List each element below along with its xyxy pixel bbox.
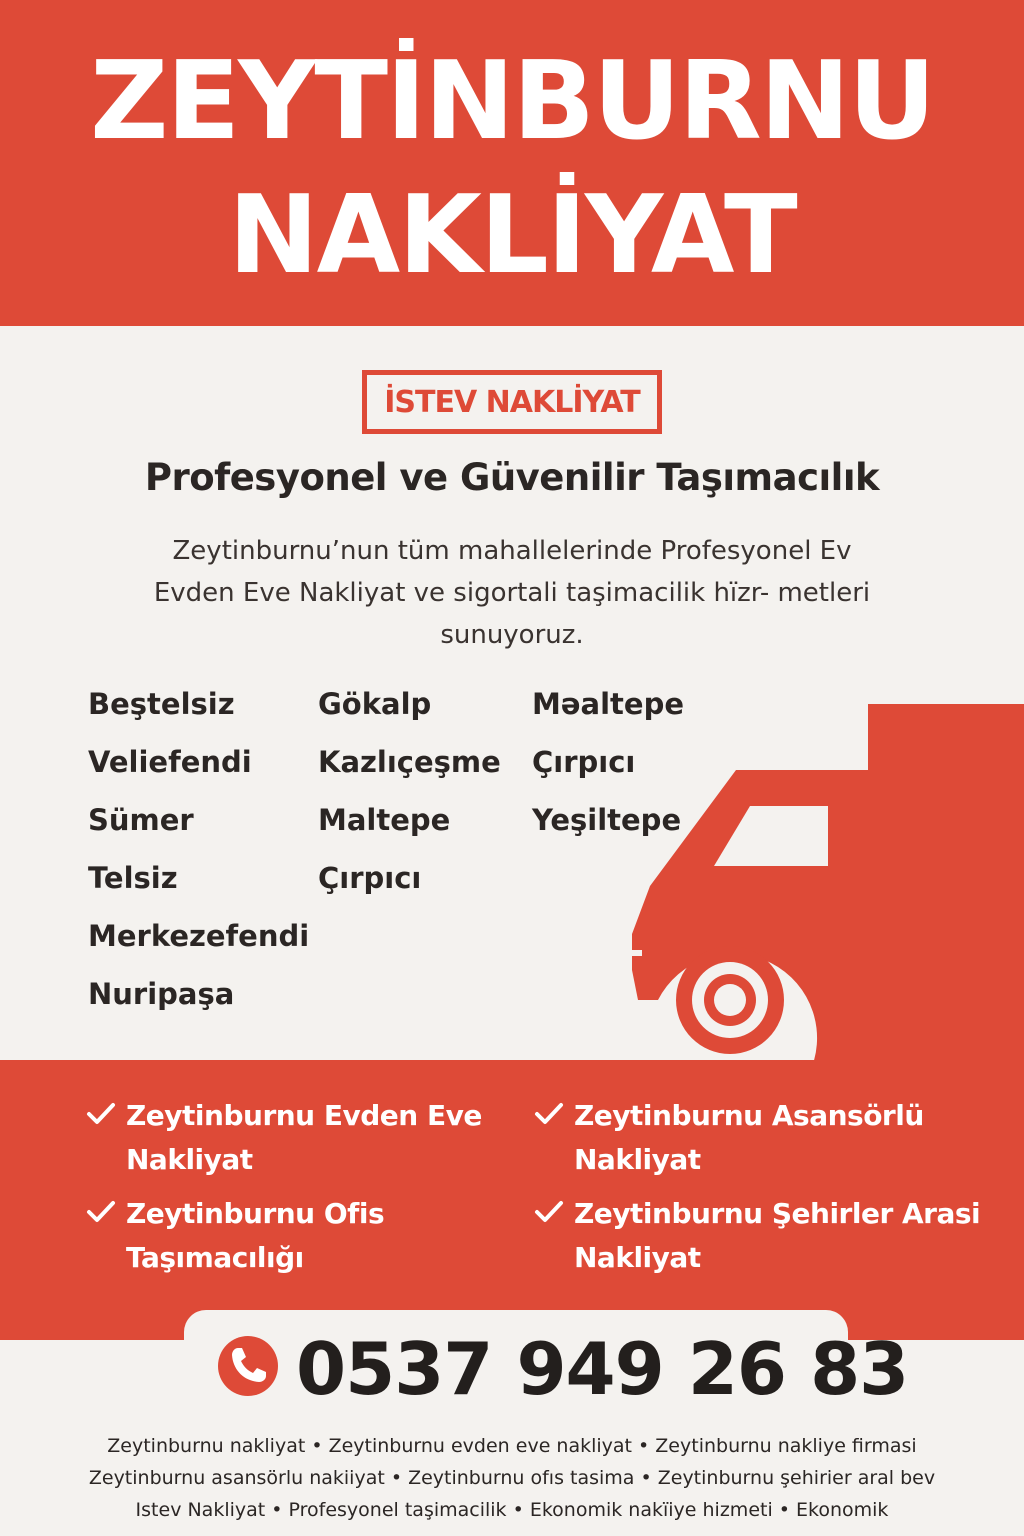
- phone-number[interactable]: 0537 949 26 83: [296, 1327, 909, 1411]
- district-item: Çırpıcı: [318, 861, 422, 895]
- check-icon: [532, 1096, 566, 1130]
- district-item: Telsiz: [88, 861, 178, 895]
- footer-line: Istev Nakliyat • Profesyonel taşimacilik • Ekonomik nakïiye hizmeti • Ekonomik: [135, 1499, 889, 1521]
- brand-logo: İSTEV NAKLİYAT: [362, 370, 662, 434]
- district-item: Nuripaşa: [88, 977, 235, 1011]
- tagline: Profesyonel ve Güvenilir Taşımacılık: [144, 456, 880, 499]
- district-item: Mǝaltepe: [532, 687, 684, 721]
- district-item: Çırpıcı: [532, 745, 636, 779]
- district-item: Beştelsiz: [88, 687, 235, 721]
- service-item: [574, 1094, 994, 1182]
- service-label: Zeytinburnu Şehirler Arasi Nakliyat: [574, 1197, 981, 1274]
- service-item: [574, 1192, 994, 1280]
- service-item: [126, 1192, 546, 1280]
- truck-icon: [630, 700, 1024, 1080]
- district-item: Yeşiltepe: [532, 803, 682, 837]
- check-icon: [84, 1194, 118, 1228]
- district-item: Merkezefendi: [88, 919, 310, 953]
- check-icon: [532, 1194, 566, 1228]
- district-item: Kazlıçeşme: [318, 745, 501, 779]
- service-label: Zeytinburnu Evden Eve Nakliyat: [126, 1099, 482, 1176]
- service-label: Zeytinburnu Ofis Taşımacılığı: [126, 1197, 385, 1274]
- district-item: Maltepe: [318, 803, 451, 837]
- footer-line: Zeytinburnu nakliyat • Zeytinburnu evden eve nakliyat • Zeytinburnu nakliye firmasi: [107, 1435, 917, 1457]
- district-item: Sümer: [88, 803, 194, 837]
- description: Zeytinburnu’nun tüm mahallelerinde Profesyonel Ev Evden Eve Nakliyat ve sigortali taşimacilik hïzr- metleri sunuyoruz.: [153, 536, 871, 650]
- footer-keywords: [0, 1430, 1024, 1526]
- service-item: [126, 1094, 546, 1182]
- page-title-line1: ZEYTİNBURNU: [90, 39, 934, 164]
- district-item: Gökalp: [318, 687, 432, 721]
- district-column-2: [318, 680, 501, 912]
- district-item: Veliefendi: [88, 745, 252, 779]
- phone-icon: [216, 1334, 280, 1398]
- header-banner: [0, 0, 1024, 326]
- check-icon: [84, 1096, 118, 1130]
- service-label: Zeytinburnu Asansörlü Nakliyat: [574, 1099, 924, 1176]
- footer-line: Zeytinburnu asansörlu nakiiyat • Zeytinburnu ofıs tasima • Zeytinburnu şehirier aral bev: [88, 1467, 936, 1489]
- district-column-1: [88, 680, 309, 1028]
- page-title-line2: NAKLİYAT: [228, 173, 796, 298]
